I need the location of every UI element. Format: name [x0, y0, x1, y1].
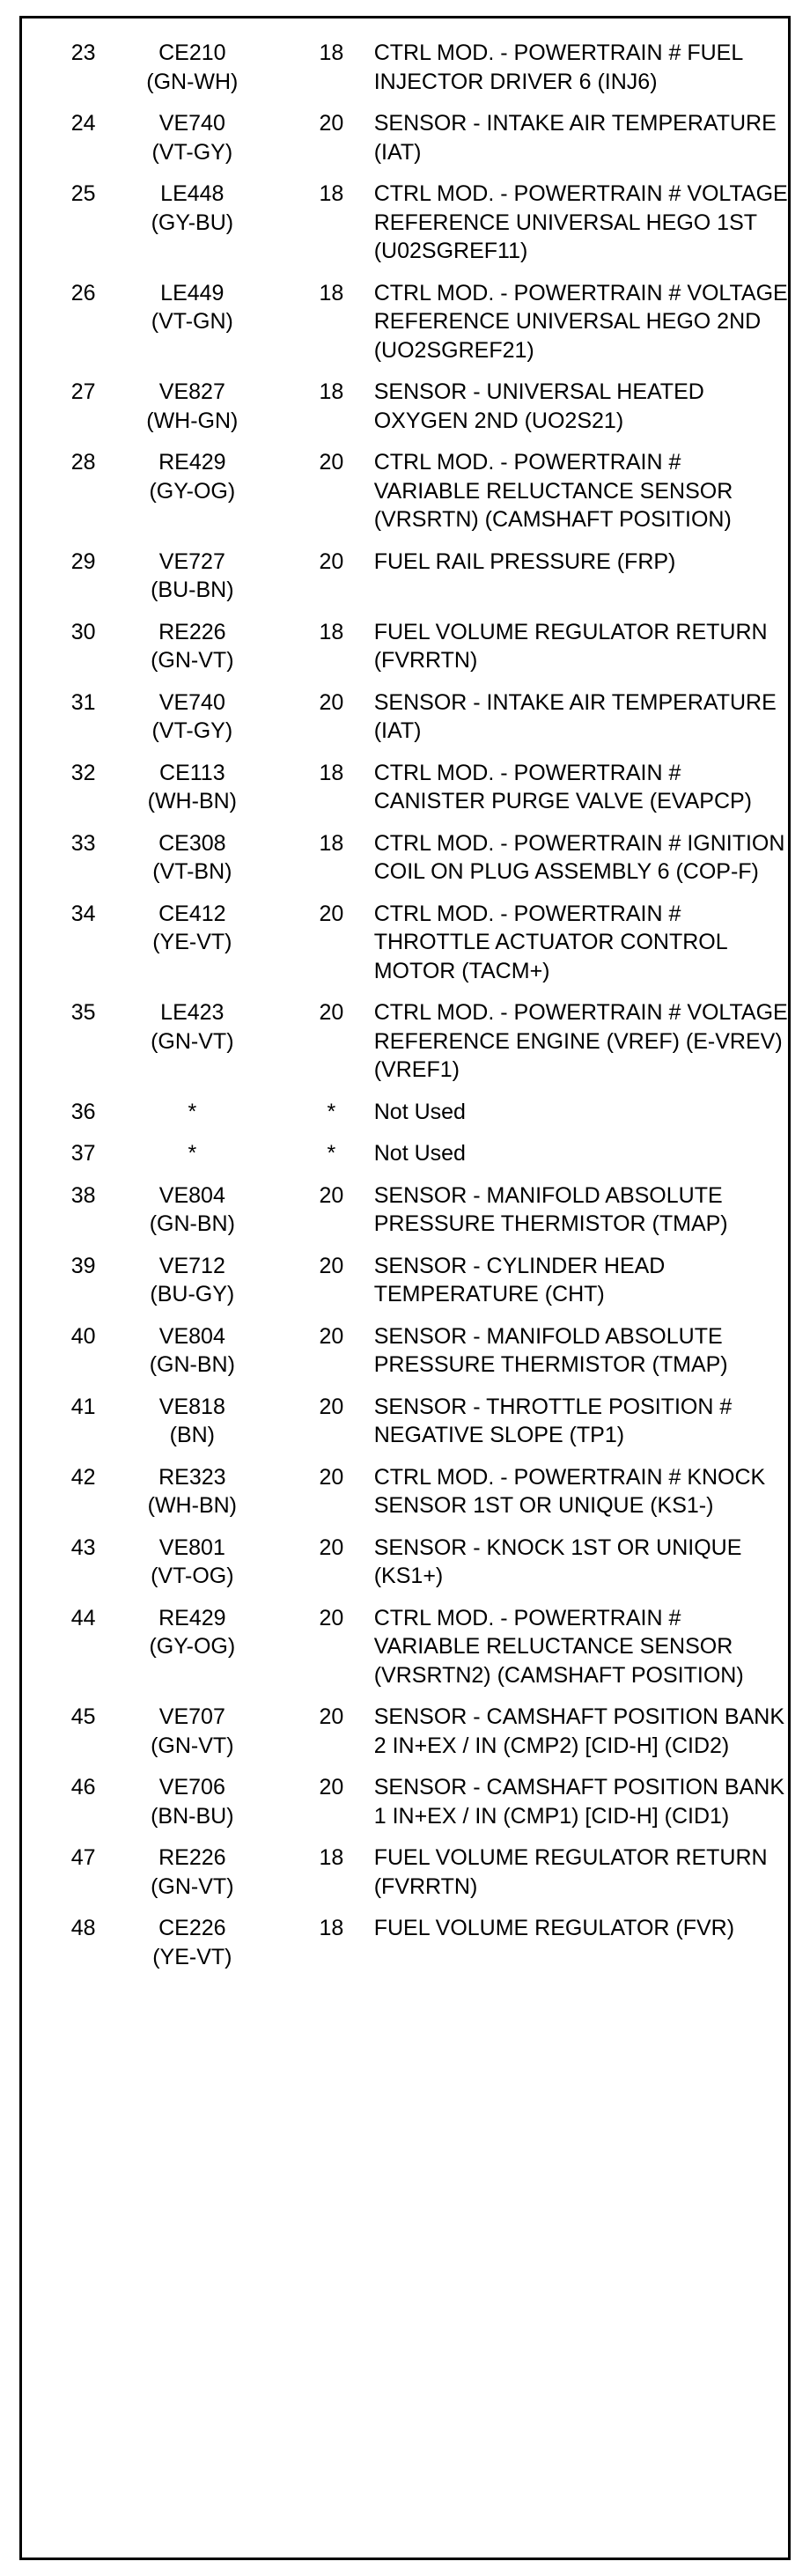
circuit-code: LE449: [160, 280, 225, 305]
table-row: [19, 1844, 791, 1914]
pin-number: 33: [70, 830, 96, 856]
circuit-description: SENSOR - MANIFOLD ABSOLUTE PRESSURE THERMISTOR (TMAP): [373, 1182, 728, 1236]
wire-gauge: 20: [319, 901, 344, 926]
pin-number: 24: [70, 111, 96, 136]
wire-gauge: 20: [319, 548, 344, 574]
circuit-cell: [96, 759, 290, 829]
circuit-code: VE740: [158, 689, 225, 715]
wire-color: (BN-BU): [151, 1803, 234, 1829]
table-row: [19, 1181, 791, 1252]
circuit-description: CTRL MOD. - POWERTRAIN # KNOCK SENSOR 1ST OR UNIQUE (KS1-): [373, 1464, 766, 1518]
pin-number: 46: [70, 1775, 96, 1800]
circuit-description: FUEL VOLUME REGULATOR RETURN (FVRRTN): [373, 1845, 768, 1899]
wire-gauge: 18: [319, 1916, 344, 1940]
wire-gauge: 20: [319, 450, 344, 475]
wire-gauge: 20: [319, 1535, 344, 1560]
wire-gauge: 18: [319, 1845, 344, 1870]
circuit-code: *: [188, 1141, 197, 1166]
circuit-description: CTRL MOD. - POWERTRAIN # FUEL INJECTOR DRIVER 6 (INJ6): [373, 40, 743, 94]
table-row: [19, 1463, 791, 1534]
wire-color: (WH-GN): [146, 408, 239, 433]
table-row: [19, 1773, 791, 1844]
circuit-cell: [96, 180, 290, 279]
circuit-code: RE226: [158, 619, 226, 644]
circuit-description: CTRL MOD. - POWERTRAIN # VARIABLE RELUCTANCE SENSOR (VRSRTN2) (CAMSHAFT POSITION): [373, 1605, 744, 1688]
circuit-cell: [96, 998, 290, 1098]
wire-color: (BU-GY): [150, 1282, 235, 1306]
wire-color: (GN-BN): [149, 1211, 235, 1236]
circuit-cell: [96, 1139, 290, 1181]
table-row: [19, 759, 791, 829]
wire-color: (WH-BN): [147, 1493, 237, 1518]
table-row: [19, 618, 791, 688]
circuit-code: VE707: [158, 1704, 225, 1729]
pin-number: 47: [70, 1845, 96, 1870]
circuit-description: SENSOR - UNIVERSAL HEATED OXYGEN 2ND (UO2S21): [373, 379, 704, 433]
wire-gauge: 20: [319, 1000, 344, 1025]
wire-color: (GY-OG): [149, 478, 236, 504]
wire-color: (VT-GN): [151, 309, 233, 334]
wire-color: (GY-BU): [151, 210, 234, 235]
wire-color: (GN-VT): [151, 1028, 234, 1054]
pin-number: 35: [70, 1000, 96, 1025]
table-row: [19, 109, 791, 180]
wire-color: (VT-OG): [151, 1564, 234, 1588]
circuit-cell: [96, 1463, 290, 1534]
pin-number: 45: [70, 1704, 96, 1729]
circuit-cell: [96, 279, 290, 379]
wire-color: (GN-VT): [151, 1873, 234, 1899]
circuit-cell: [96, 378, 290, 448]
circuit-code: LE423: [160, 1000, 225, 1025]
table-row: [19, 1534, 791, 1604]
wire-color: (YE-VT): [152, 930, 232, 954]
wire-gauge: 18: [319, 619, 344, 644]
table-row: [19, 1703, 791, 1773]
table-row: [19, 1252, 791, 1322]
wire-gauge: 20: [319, 1323, 344, 1349]
circuit-cell: [96, 1098, 290, 1140]
wire-gauge: 20: [319, 1394, 344, 1419]
circuit-description: SENSOR - CYLINDER HEAD TEMPERATURE (CHT): [373, 1253, 666, 1306]
circuit-description: FUEL VOLUME REGULATOR RETURN (FVRRTN): [373, 619, 768, 673]
wire-gauge: 18: [319, 830, 344, 856]
circuit-description: SENSOR - CAMSHAFT POSITION BANK 2 IN+EX / IN (CMP2) [CID-H] (CID2): [373, 1704, 785, 1758]
pin-number: 41: [70, 1394, 96, 1419]
circuit-description: Not Used: [373, 1099, 466, 1124]
circuit-code: VE712: [158, 1253, 225, 1278]
wire-color: (VT-GY): [151, 718, 233, 743]
pin-number: 23: [70, 40, 96, 65]
wire-gauge: 18: [319, 181, 344, 206]
wire-color: (YE-VT): [152, 1944, 232, 1969]
wire-gauge: 20: [319, 1464, 344, 1490]
wire-color: (GN-WH): [146, 69, 239, 94]
circuit-cell: [96, 1914, 290, 1984]
table-row: [19, 1393, 791, 1463]
circuit-code: CE308: [158, 830, 226, 856]
table-row: [19, 829, 791, 900]
circuit-description: CTRL MOD. - POWERTRAIN # VARIABLE RELUCTANCE SENSOR (VRSRTN) (CAMSHAFT POSITION): [373, 450, 733, 532]
pin-number: 37: [70, 1141, 96, 1166]
circuit-code: RE226: [158, 1845, 226, 1870]
wire-gauge: 20: [319, 1605, 344, 1630]
circuit-cell: [96, 1252, 290, 1322]
circuit-cell: [96, 1534, 290, 1604]
circuit-description: SENSOR - MANIFOLD ABSOLUTE PRESSURE THERMISTOR (TMAP): [373, 1323, 728, 1377]
circuit-cell: [96, 688, 290, 759]
pin-number: 31: [70, 689, 96, 715]
circuit-code: CE113: [159, 760, 225, 785]
circuit-description: SENSOR - KNOCK 1ST OR UNIQUE (KS1+): [373, 1535, 742, 1588]
pin-number: 36: [70, 1099, 96, 1124]
wire-gauge: 20: [319, 1253, 344, 1278]
table-row: [19, 180, 791, 279]
circuit-code: LE448: [160, 181, 225, 206]
circuit-code: VE827: [158, 379, 225, 404]
circuit-cell: [96, 1773, 290, 1844]
wire-gauge: 18: [319, 280, 344, 305]
table-row: [19, 900, 791, 999]
circuit-cell: [96, 1181, 290, 1252]
circuit-description: Not Used: [373, 1141, 466, 1166]
table-row: [19, 1139, 791, 1181]
circuit-description: CTRL MOD. - POWERTRAIN # VOLTAGE REFERENCE UNIVERSAL HEGO 1ST (U02SGREF11): [373, 181, 788, 263]
circuit-code: VE804: [158, 1182, 225, 1208]
circuit-description: CTRL MOD. - POWERTRAIN # IGNITION COIL ON PLUG ASSEMBLY 6 (COP-F): [373, 830, 785, 884]
pin-number: 44: [70, 1605, 96, 1630]
circuit-code: VE740: [158, 111, 225, 136]
circuit-description: SENSOR - INTAKE AIR TEMPERATURE (IAT): [373, 111, 777, 165]
circuit-cell: [96, 448, 290, 548]
pin-number: 25: [70, 181, 96, 206]
circuit-code: CE412: [158, 901, 226, 926]
wire-color: (GN-VT): [151, 648, 234, 673]
circuit-cell: [96, 829, 290, 900]
circuit-code: VE706: [158, 1775, 225, 1800]
wire-color: (GN-VT): [151, 1733, 234, 1758]
wire-color: (VT-GY): [151, 139, 233, 165]
circuit-description: CTRL MOD. - POWERTRAIN # THROTTLE ACTUATOR CONTROL MOTOR (TACM+): [373, 901, 727, 983]
wire-color: (WH-BN): [147, 789, 237, 813]
table-row: [19, 279, 791, 379]
pin-number: 26: [70, 280, 96, 305]
circuit-description: SENSOR - CAMSHAFT POSITION BANK 1 IN+EX / IN (CMP1) [CID-H] (CID1): [373, 1775, 785, 1829]
circuit-description: CTRL MOD. - POWERTRAIN # VOLTAGE REFERENCE ENGINE (VREF) (E-VREV) (VREF1): [373, 1000, 788, 1082]
pin-number: 40: [70, 1323, 96, 1349]
circuit-code: VE818: [158, 1394, 225, 1419]
pinout-table: [19, 39, 791, 1984]
wire-color: (GY-OG): [149, 1634, 236, 1659]
pin-number: 27: [70, 379, 96, 404]
pin-number: 39: [70, 1253, 96, 1278]
table-row: [19, 688, 791, 759]
pin-number: 32: [70, 760, 96, 785]
circuit-code: VE801: [158, 1535, 225, 1560]
wire-gauge: 20: [319, 1704, 344, 1729]
circuit-code: RE323: [158, 1464, 226, 1490]
wire-gauge: 20: [319, 1775, 344, 1800]
circuit-cell: [96, 109, 290, 180]
wire-gauge: 18: [319, 379, 344, 404]
table-row: [19, 998, 791, 1098]
wire-gauge: *: [327, 1099, 336, 1124]
circuit-code: RE429: [158, 450, 226, 475]
circuit-description: CTRL MOD. - POWERTRAIN # VOLTAGE REFERENCE UNIVERSAL HEGO 2ND (UO2SGREF21): [373, 280, 788, 363]
table-row: [19, 1914, 791, 1984]
circuit-code: VE727: [158, 548, 225, 574]
table-row: [19, 378, 791, 448]
pinout-content: [19, 16, 791, 1984]
circuit-cell: [96, 1844, 290, 1914]
circuit-cell: [96, 1393, 290, 1463]
pin-number: 30: [70, 619, 96, 644]
circuit-code: *: [188, 1099, 197, 1124]
circuit-description: FUEL RAIL PRESSURE (FRP): [373, 548, 676, 574]
wire-gauge: 20: [319, 111, 344, 136]
wire-gauge: *: [327, 1141, 336, 1166]
wire-gauge: 20: [319, 689, 344, 715]
wire-color: (VT-BN): [152, 859, 232, 884]
circuit-cell: [96, 1604, 290, 1704]
pin-number: 28: [70, 450, 96, 475]
table-row: [19, 1098, 791, 1140]
circuit-cell: [96, 618, 290, 688]
circuit-description: SENSOR - THROTTLE POSITION # NEGATIVE SLOPE (TP1): [373, 1394, 733, 1447]
wire-gauge: 20: [319, 1182, 344, 1208]
circuit-code: RE429: [158, 1605, 226, 1630]
wire-color: (BU-BN): [151, 578, 234, 602]
pin-number: 29: [70, 548, 96, 574]
circuit-cell: [96, 1322, 290, 1393]
pin-number: 38: [70, 1182, 96, 1208]
table-row: [19, 1604, 791, 1704]
circuit-cell: [96, 900, 290, 999]
circuit-code: CE226: [158, 1916, 226, 1940]
circuit-code: VE804: [158, 1323, 225, 1349]
table-row: [19, 548, 791, 618]
circuit-cell: [96, 1703, 290, 1773]
circuit-code: CE210: [158, 40, 226, 65]
pin-number: 42: [70, 1464, 96, 1490]
wire-gauge: 18: [319, 40, 344, 65]
wire-color: (BN): [169, 1423, 216, 1447]
table-row: [19, 1322, 791, 1393]
table-row: [19, 448, 791, 548]
pin-number: 43: [70, 1535, 96, 1560]
circuit-description: FUEL VOLUME REGULATOR (FVR): [373, 1916, 735, 1940]
circuit-description: CTRL MOD. - POWERTRAIN # CANISTER PURGE VALVE (EVAPCP): [373, 760, 752, 813]
pin-number: 34: [70, 901, 96, 926]
pin-number: 48: [70, 1916, 96, 1940]
circuit-cell: [96, 548, 290, 618]
wire-gauge: 18: [319, 760, 344, 785]
circuit-description: SENSOR - INTAKE AIR TEMPERATURE (IAT): [373, 689, 777, 743]
table-row: [19, 39, 791, 109]
circuit-cell: [96, 39, 290, 109]
wire-color: (GN-BN): [149, 1352, 235, 1377]
